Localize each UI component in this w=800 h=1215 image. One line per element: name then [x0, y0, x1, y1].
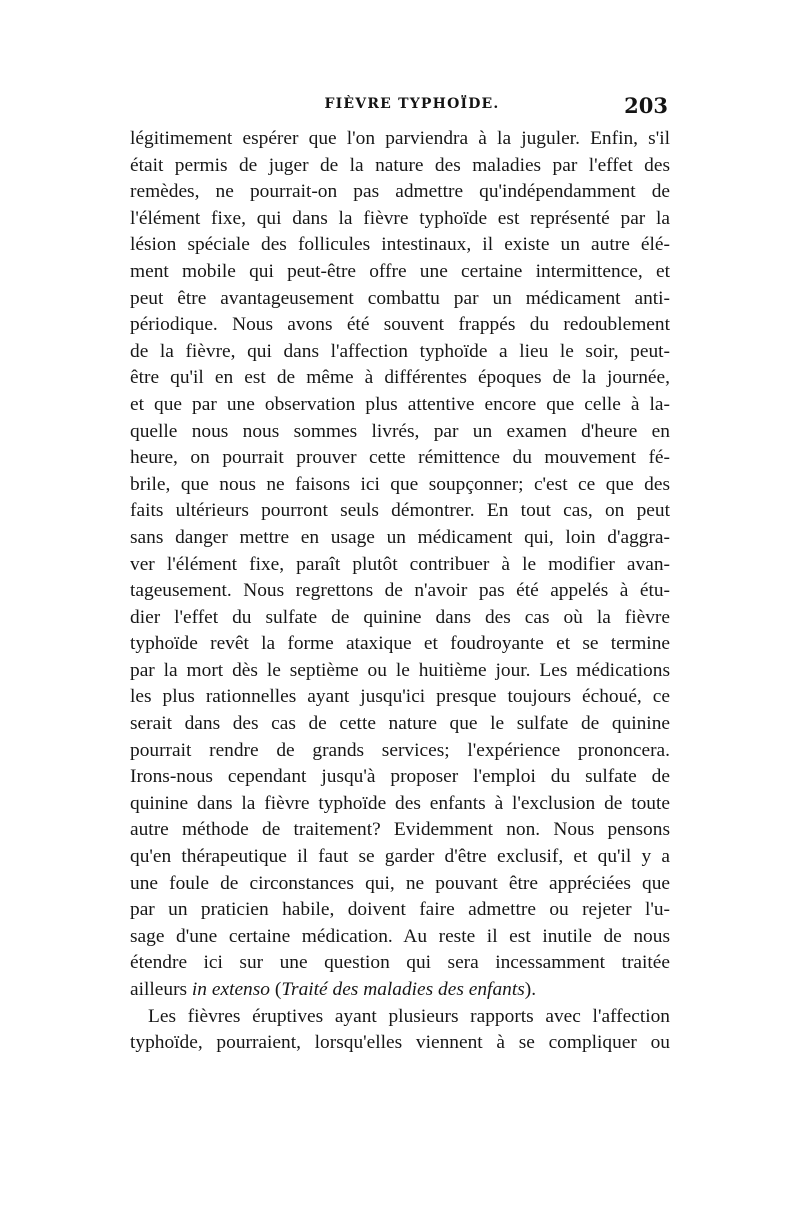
text-line: qu'en thérapeutique il faut se garder d'être exclusif, et qu'il y a — [130, 846, 670, 868]
paragraph-start-line: Les fièvres éruptives ayant plusieurs rapports avec l'affection — [148, 1005, 670, 1027]
text-line: ment mobile qui peut-être offre une certaine intermittence, et — [130, 260, 670, 282]
text-line: tageusement. Nous regrettons de n'avoir pas été appelés à étu- — [130, 580, 670, 602]
text-line: ver l'élément fixe, paraît plutôt contribuer à le modifier avan- — [130, 553, 670, 575]
text-fragment: ailleurs — [130, 979, 192, 1000]
text-line: par la mort dès le septième ou le huitième jour. Les médications — [130, 659, 670, 681]
text-line: une foule de circonstances qui, ne pouvant être appréciées que — [130, 872, 670, 894]
text-line: périodique. Nous avons été souvent frappés du redoublement — [130, 314, 670, 336]
text-fragment: ( — [270, 979, 282, 1000]
text-line: quinine dans la fièvre typhoïde des enfants à l'exclusion de toute — [130, 792, 670, 814]
text-line: lésion spéciale des follicules intestinaux, il existe un autre élé- — [130, 234, 670, 256]
italic-book-title: Traité des maladies des enfants — [281, 979, 525, 1000]
text-line-with-citation — [130, 977, 670, 1004]
text-line: peut être avantageusement combattu par un médicament anti- — [130, 287, 670, 309]
text-line: légitimement espérer que l'on parviendra à la juguler. Enfin, s'il — [130, 128, 670, 149]
text-line: dier l'effet du sulfate de quinine dans des cas où la fièvre — [130, 606, 670, 628]
text-line: de la fièvre, qui dans l'affection typhoïde a lieu le soir, peut- — [130, 340, 670, 362]
page-header — [0, 93, 800, 128]
body-text — [130, 126, 670, 1057]
text-line: typhoïde, pourraient, lorsqu'elles viennent à se compliquer ou — [130, 1032, 670, 1054]
text-line: étendre ici sur une question qui sera incessamment traitée — [130, 952, 670, 974]
text-line: typhoïde revêt la forme ataxique et foudroyante et se termine — [130, 633, 670, 655]
text-line: quelle nous nous sommes livrés, par un examen d'heure en — [130, 420, 670, 442]
text-line: remèdes, ne pourrait-on pas admettre qu'indépendamment de — [130, 181, 670, 203]
page-number: 203 — [624, 93, 668, 118]
text-line: sage d'une certaine médication. Au reste il est inutile de nous — [130, 925, 670, 947]
text-line: autre méthode de traitement? Evidemment non. Nous pensons — [130, 819, 670, 841]
text-line: Irons-nous cependant jusqu'à proposer l'emploi du sulfate de — [130, 766, 670, 788]
text-line: heure, on pourrait prouver cette rémittence du mouvement fé- — [130, 447, 670, 469]
text-line: et que par une observation plus attentive encore que celle à la- — [130, 393, 670, 415]
text-line: par un praticien habile, doivent faire admettre ou rejeter l'u- — [130, 899, 670, 921]
text-fragment: ). — [524, 979, 537, 1000]
text-line: serait dans des cas de cette nature que le sulfate de quinine — [130, 713, 670, 735]
text-line: pourrait rendre de grands services; l'expérience prononcera. — [130, 739, 670, 761]
text-line: les plus rationnelles ayant jusqu'ici presque toujours échoué, ce — [130, 686, 670, 708]
running-head: FIÈVRE TYPHOÏDE. — [324, 96, 500, 112]
italic-phrase-in-extenso: in extenso — [191, 979, 270, 1000]
text-line: brile, que nous ne faisons ici que soupçonner; c'est ce que des — [130, 473, 670, 495]
text-line: faits ultérieurs pourront seuls démontrer. En tout cas, on peut — [130, 500, 670, 522]
text-line: l'élément fixe, qui dans la fièvre typhoïde est représenté par la — [130, 207, 670, 229]
text-line: être qu'il en est de même à différentes époques de la journée, — [130, 367, 670, 389]
text-line: sans danger mettre en usage un médicament qui, loin d'aggra- — [130, 526, 670, 548]
text-line: était permis de juger de la nature des maladies par l'effet des — [130, 154, 670, 176]
